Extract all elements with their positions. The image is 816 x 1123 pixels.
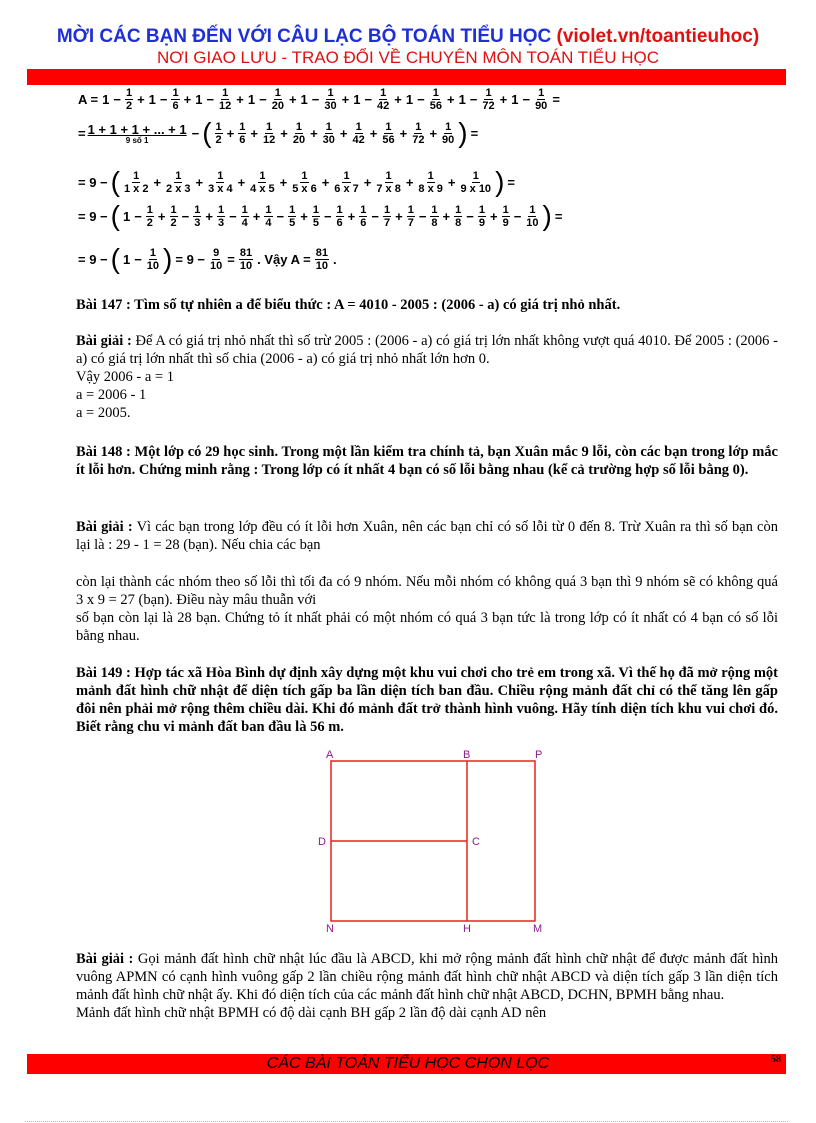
fraction-numerator: 1: [217, 203, 225, 216]
fraction-numerator: 81: [239, 246, 253, 259]
fraction-denominator: 42: [377, 99, 390, 112]
fraction: [264, 204, 272, 229]
fraction: [170, 204, 178, 229]
fraction-numerator: 1: [274, 86, 281, 99]
operator: +: [157, 208, 166, 224]
operator: +: [489, 208, 498, 224]
fraction-denominator: 56: [382, 133, 395, 146]
fraction: [249, 170, 275, 195]
fraction-denominator: 6: [172, 99, 179, 112]
operator: +: [280, 125, 288, 141]
fraction: [146, 204, 154, 229]
fraction: [292, 121, 306, 146]
fraction: [375, 170, 401, 195]
operator: +: [237, 174, 246, 190]
operator: +: [341, 91, 350, 107]
fraction-numerator: 1: [295, 120, 303, 133]
header-club-title: MỜI CÁC BẠN ĐẾN VỚI CÂU LẠC BỘ TOÁN TIỂU HỌC: [56, 26, 552, 47]
fraction-numerator: 1: [327, 86, 334, 99]
vertex-label-d: D: [318, 836, 326, 848]
fraction: [352, 121, 366, 146]
fraction-numerator: 1: [472, 169, 479, 182]
fraction-numerator: 1: [385, 169, 392, 182]
operator: +: [288, 91, 297, 107]
solution-text: Gọi mảnh đất hình chữ nhật lúc đầu là ABCD, khi mở rộng mảnh đất hình chữ nhật để được mảnh đất hình vuông APMN có cạnh hình vuông gấp 2 lần chiều rộng mảnh đất hình chữ nhật ABCD và diện tích gấp 3 lần diện tích mảnh đất hình chữ nhật ấy. Khi đó diện tích của các mảnh đất hình chữ nhật ABCD, DCHN, BPMH bằng nhau.: [76, 951, 778, 1003]
solution-text: còn lại thành các nhóm theo số lỗi thì tối đa có 9 nhóm. Nếu mỗi nhóm có không quá 3 bạn thì 9 nhóm sẽ có không quá 3 x 9 = 27 (bạn). Điều này mâu thuẫn với: [76, 574, 778, 608]
operator: −: [276, 208, 285, 224]
operator: −: [311, 91, 320, 107]
fraction: [383, 204, 391, 229]
fraction-numerator: 1: [222, 86, 229, 99]
fraction-numerator: 1: [217, 169, 224, 182]
fraction-denominator: 2: [125, 99, 133, 112]
operator: = 9 −: [78, 174, 108, 190]
fraction-numerator: 1: [172, 86, 179, 99]
problem-149-title: Bài 149 : Hợp tác xã Hòa Bình dự định xây dựng một khu vui chơi cho trẻ em trong xã. Vì thế họ đã mở rộng một mảnh đất hình chữ nhật để diện tích gấp ba lần diện tích ban đầu. Chiều rộng mảnh đất chỉ có thể tăng lên gấp đôi nên phải mở rộng thêm chiều dài. Khi đó mảnh đất trở thành hình vuông. Hãy tính diện tích khu vui chơi đó. Biết rằng chu vi mảnh đất ban đầu là 56 m.: [76, 665, 778, 735]
fraction: [239, 247, 253, 272]
operator: +: [205, 208, 213, 224]
fraction: [241, 204, 249, 229]
fraction-numerator: 1: [133, 169, 140, 182]
problem-147-title: Bài 147 : Tìm số tự nhiên a để biểu thức : A = 4010 - 2005 : (2006 - a) có giá trị nhỏ nhất.: [76, 297, 621, 313]
parenthesis: (: [202, 117, 212, 148]
fraction-numerator: 1: [266, 120, 273, 133]
fraction: [381, 121, 395, 146]
operator: +: [429, 125, 438, 141]
vertex-label-h: H: [463, 923, 471, 935]
operator: +: [279, 174, 288, 190]
header-club-link[interactable]: (violet.vn/toantieuhoc): [556, 26, 760, 47]
fraction-numerator: 1: [502, 203, 509, 216]
fraction: [315, 247, 329, 272]
fraction-denominator: 30: [322, 133, 335, 146]
sum-of-ones-caption: 9 số 1: [125, 135, 149, 145]
fraction-numerator: 1: [170, 203, 177, 216]
operator: . Vậy A =: [257, 251, 311, 267]
operator: +: [236, 91, 244, 107]
fraction: [417, 170, 443, 195]
fraction-numerator: 1: [265, 203, 272, 216]
fraction-numerator: 1: [529, 203, 536, 216]
fraction: [209, 247, 223, 272]
operator: +: [405, 174, 414, 190]
fraction-numerator: 1: [431, 203, 438, 216]
fraction-numerator: 1: [445, 120, 452, 133]
fraction-denominator: 6: [360, 216, 367, 229]
operator: −: [417, 91, 425, 107]
operator: −: [323, 208, 332, 224]
vertex-label-p: P: [535, 749, 543, 761]
fraction-numerator: 1: [146, 203, 153, 216]
operator: −: [113, 91, 121, 107]
fraction: [459, 170, 492, 195]
fraction-numerator: 1: [415, 120, 422, 133]
fraction-numerator: 1: [538, 86, 545, 99]
fraction-denominator: 3: [217, 216, 225, 229]
solution-step: a = 2005.: [76, 405, 131, 421]
fraction: [376, 87, 390, 112]
fraction-numerator: 1: [325, 120, 332, 133]
sum-of-ones-text: 1 + 1 + 1 + ... + 1: [87, 121, 187, 137]
operator: −: [206, 91, 215, 107]
fraction: [288, 204, 296, 229]
operator: −: [364, 91, 373, 107]
fraction-denominator: 2: [170, 216, 177, 229]
fraction: [123, 170, 149, 195]
fraction-denominator: 12: [219, 99, 232, 112]
operator: +: [250, 125, 258, 141]
vertex-label-b: B: [463, 749, 471, 761]
fraction: [207, 170, 233, 195]
footer-title: CÁC BÀI TOÁN TIỂU HỌC CHỌN LỌC: [266, 1055, 550, 1072]
fraction: [429, 87, 443, 112]
solution-text: Để A có giá trị nhỏ nhất thì số trừ 2005 : (2006 - a) có giá trị lớn nhất không vượt quá 4010. Để 2005 : (2006 - a) có giá trị lớn nhất thì số chia (2006 - a) có giá trị nhỏ nhất lớn hơn 0.: [76, 333, 778, 367]
fraction: [502, 204, 510, 229]
operator: −: [371, 208, 379, 224]
fraction: [193, 204, 201, 229]
fraction-denominator: 9: [502, 216, 509, 229]
operator: +: [195, 174, 204, 190]
fraction-numerator: 1: [175, 169, 182, 182]
fraction-numerator: 1: [478, 203, 485, 216]
operator: 1: [195, 91, 203, 107]
operator: +: [499, 91, 508, 107]
fraction-numerator: 1: [336, 203, 343, 216]
operator: 1: [122, 208, 131, 224]
fraction-denominator: 56: [429, 99, 442, 112]
operator: −: [191, 125, 200, 141]
operator: +: [226, 125, 235, 141]
fraction-denominator: 2: [215, 133, 222, 146]
fraction-denominator: 90: [535, 99, 548, 112]
solution-text: Vì các bạn trong lớp đều có ít lỗi hơn Xuân, nên các bạn chỉ có số lỗi từ 0 đến 8. Trừ Xuân ra thì số bạn còn lại là : 29 - 1 = 28 (bạn). Nếu chia các bạn: [76, 519, 778, 553]
operator: .: [332, 251, 337, 267]
operator: +: [321, 174, 330, 190]
operator: +: [310, 125, 318, 141]
fraction-denominator: 7 x 8: [376, 182, 401, 195]
operator: +: [300, 208, 308, 224]
problem-148-title: Bài 148 : Một lớp có 29 học sinh. Trong một lần kiểm tra chính tả, bạn Xuân mắc 9 lỗi, còn các bạn trong lớp mắc ít lỗi hơn. Chứng minh rằng : Trong lớp có ít nhất 4 bạn có số lỗi bằng nhau (kể cả trường hợp số lỗi bằng 0).: [76, 444, 778, 478]
operator: 1: [247, 91, 256, 107]
fraction-numerator: 1: [455, 203, 462, 216]
operator: +: [339, 125, 348, 141]
fraction-numerator: 1: [360, 203, 367, 216]
fraction: [262, 121, 276, 146]
operator: +: [363, 174, 372, 190]
fraction-denominator: 2 x 3: [166, 182, 191, 195]
fraction-denominator: 10: [146, 259, 160, 272]
fraction: [323, 87, 337, 112]
operator: 1: [353, 91, 361, 107]
fraction: [165, 170, 191, 195]
fraction-denominator: 10: [526, 216, 539, 229]
parenthesis: (: [110, 166, 120, 197]
fraction-denominator: 4: [265, 216, 272, 229]
problem-148-solution-part1: [76, 518, 778, 554]
operator: 1: [122, 251, 131, 267]
fraction-denominator: 42: [352, 133, 365, 146]
fraction-numerator: 1: [355, 120, 362, 133]
fraction-numerator: 81: [315, 246, 328, 259]
header-banner: [0, 26, 816, 48]
operator: −: [466, 208, 474, 224]
fraction-denominator: 72: [412, 133, 425, 146]
parenthesis: ): [458, 117, 468, 148]
operator: 1: [405, 91, 414, 107]
fraction: [411, 121, 425, 146]
operator: =: [470, 125, 479, 141]
parenthesis: (: [110, 200, 120, 231]
fraction: [217, 204, 225, 229]
fraction-numerator: 1: [407, 203, 414, 216]
fraction-denominator: 4 x 5: [250, 182, 275, 195]
solution-text: số bạn còn lại là 28 bạn. Chứng tỏ ít nhất phải có một nhóm có quá 3 bạn tức là trong lớp có ít nhất có 4 bạn có số lỗi bằng nhau.: [76, 610, 778, 644]
operator: +: [447, 174, 456, 190]
parenthesis: (: [110, 243, 120, 274]
operator: +: [183, 91, 192, 107]
fraction-denominator: 10: [239, 259, 253, 272]
fraction: [454, 204, 462, 229]
solution-step: Vậy 2006 - a = 1: [76, 369, 174, 385]
operator: 1: [148, 91, 156, 107]
operator: = 9 −: [78, 208, 108, 224]
operator: −: [469, 91, 478, 107]
operator: −: [159, 91, 168, 107]
fraction: [336, 204, 344, 229]
operator: −: [134, 208, 142, 224]
fraction-denominator: 10: [315, 259, 328, 272]
operator: 1: [511, 91, 519, 107]
operator: = 9 −: [175, 251, 206, 267]
equation-lhs: A =: [78, 91, 99, 107]
fraction: [407, 204, 415, 229]
equation-line-2: [76, 118, 480, 148]
solution-label: Bài giải :: [76, 519, 133, 535]
fraction-numerator: 1: [380, 86, 387, 99]
problem-147-solution: [76, 332, 778, 422]
vertex-label-a: A: [326, 749, 334, 761]
parenthesis: ): [542, 200, 552, 231]
fraction-denominator: 20: [292, 133, 306, 146]
operator: +: [347, 208, 356, 224]
fraction-denominator: 4: [241, 216, 248, 229]
fraction-denominator: 30: [324, 99, 337, 112]
operator: −: [181, 208, 190, 224]
fraction-denominator: 7: [383, 216, 391, 229]
operator: =: [78, 125, 86, 141]
fraction-denominator: 10: [210, 259, 223, 272]
fraction-numerator: 9: [213, 246, 220, 259]
fraction-numerator: 1: [149, 246, 156, 259]
fraction-numerator: 1: [215, 120, 222, 133]
fraction-numerator: 1: [194, 203, 201, 216]
sum-of-ones: [88, 122, 187, 145]
problem-148-solution-part2: [76, 573, 778, 645]
fraction-numerator: 1: [383, 203, 391, 216]
page-number: 58: [771, 1054, 781, 1065]
operator: +: [153, 174, 162, 190]
fraction-denominator: 9: [478, 216, 485, 229]
fraction-numerator: 1: [343, 169, 350, 182]
fraction: [215, 121, 223, 146]
header-subtitle: NƠI GIAO LƯU - TRAO ĐỔI VỀ CHUYÊN MÔN TOÁN TIỂU HỌC: [156, 48, 659, 67]
operator: 1: [300, 91, 308, 107]
fraction: [430, 204, 438, 229]
fraction-denominator: 6: [239, 133, 246, 146]
square-plot-figure: [310, 745, 570, 940]
fraction: [525, 204, 539, 229]
fraction-denominator: 5: [312, 216, 319, 229]
fraction: [322, 121, 336, 146]
fraction: [238, 121, 246, 146]
operator: −: [513, 208, 522, 224]
solution-text: Mảnh đất hình chữ nhật BPMH có độ dài cạnh BH gấp 2 lần độ dài cạnh AD nên: [76, 1005, 547, 1021]
equation-line-3: [76, 167, 517, 197]
solution-step: a = 2006 - 1: [76, 387, 147, 403]
header-red-bar: [27, 69, 786, 85]
operator: −: [259, 91, 267, 107]
fraction-numerator: 1: [259, 169, 266, 182]
fraction: [333, 170, 359, 195]
fraction: [125, 87, 133, 112]
fraction-numerator: 1: [312, 203, 319, 216]
fraction-denominator: 5 x 6: [292, 182, 317, 195]
fraction: [359, 204, 367, 229]
operator: +: [252, 208, 261, 224]
operator: +: [137, 91, 145, 107]
fraction-denominator: 7: [407, 216, 414, 229]
solution-label: Bài giải :: [76, 333, 132, 349]
fraction-denominator: 12: [262, 133, 276, 146]
equation-line-5: [76, 244, 339, 274]
fraction-numerator: 1: [289, 203, 296, 216]
operator: +: [442, 208, 451, 224]
page-bottom-divider: [25, 1121, 788, 1122]
fraction: [534, 87, 548, 112]
fraction-denominator: 3 x 4: [208, 182, 233, 195]
fraction-denominator: 9 x 10: [460, 182, 492, 195]
fraction-denominator: 8: [455, 216, 462, 229]
vertex-label-n: N: [326, 923, 334, 935]
fraction-numerator: 1: [427, 169, 434, 182]
operator: +: [446, 91, 455, 107]
fraction-numerator: 1: [301, 169, 308, 182]
fraction: [481, 87, 495, 112]
operator: =: [507, 174, 515, 190]
fraction: [441, 121, 455, 146]
fraction: [291, 170, 317, 195]
fraction-denominator: 1 x 2: [123, 182, 149, 195]
operator: −: [134, 251, 142, 267]
fraction-numerator: 1: [125, 86, 133, 99]
fraction: [171, 87, 179, 112]
fraction-numerator: 1: [239, 120, 246, 133]
parenthesis: ): [495, 166, 505, 197]
fraction-denominator: 5: [289, 216, 296, 229]
operator: +: [395, 208, 403, 224]
fraction: [146, 247, 160, 272]
fraction-numerator: 1: [432, 86, 439, 99]
fraction-denominator: 6 x 7: [334, 182, 359, 195]
operator: 1: [458, 91, 466, 107]
fraction: [218, 87, 232, 112]
fraction-denominator: 8: [431, 216, 438, 229]
vertex-label-c: C: [472, 836, 480, 848]
fraction-denominator: 20: [271, 99, 284, 112]
operator: +: [394, 91, 402, 107]
fraction: [478, 204, 486, 229]
fraction-denominator: 6: [336, 216, 343, 229]
equation-line-1: [76, 84, 562, 114]
operator: =: [552, 91, 560, 107]
fraction-denominator: 2: [146, 216, 153, 229]
operator: −: [522, 91, 531, 107]
fraction-numerator: 1: [385, 120, 392, 133]
fraction-numerator: 1: [241, 203, 248, 216]
fraction: [271, 87, 285, 112]
fraction-denominator: 72: [482, 99, 495, 112]
operator: −: [229, 208, 237, 224]
operator: +: [369, 125, 378, 141]
parenthesis: ): [163, 243, 173, 274]
operator: +: [399, 125, 408, 141]
operator: −: [418, 208, 427, 224]
equation-line-4: [76, 201, 564, 231]
fraction: [312, 204, 320, 229]
fraction-numerator: 1: [485, 86, 492, 99]
operator: 1: [102, 91, 110, 107]
operator: =: [227, 251, 235, 267]
fraction-denominator: 8 x 9: [418, 182, 443, 195]
solution-label: Bài giải :: [76, 951, 134, 967]
fraction-denominator: 90: [442, 133, 455, 146]
operator: =: [554, 208, 563, 224]
vertex-label-m: M: [533, 923, 543, 935]
operator: = 9 −: [78, 251, 108, 267]
fraction-denominator: 3: [194, 216, 201, 229]
problem-149-solution: [76, 950, 778, 1022]
